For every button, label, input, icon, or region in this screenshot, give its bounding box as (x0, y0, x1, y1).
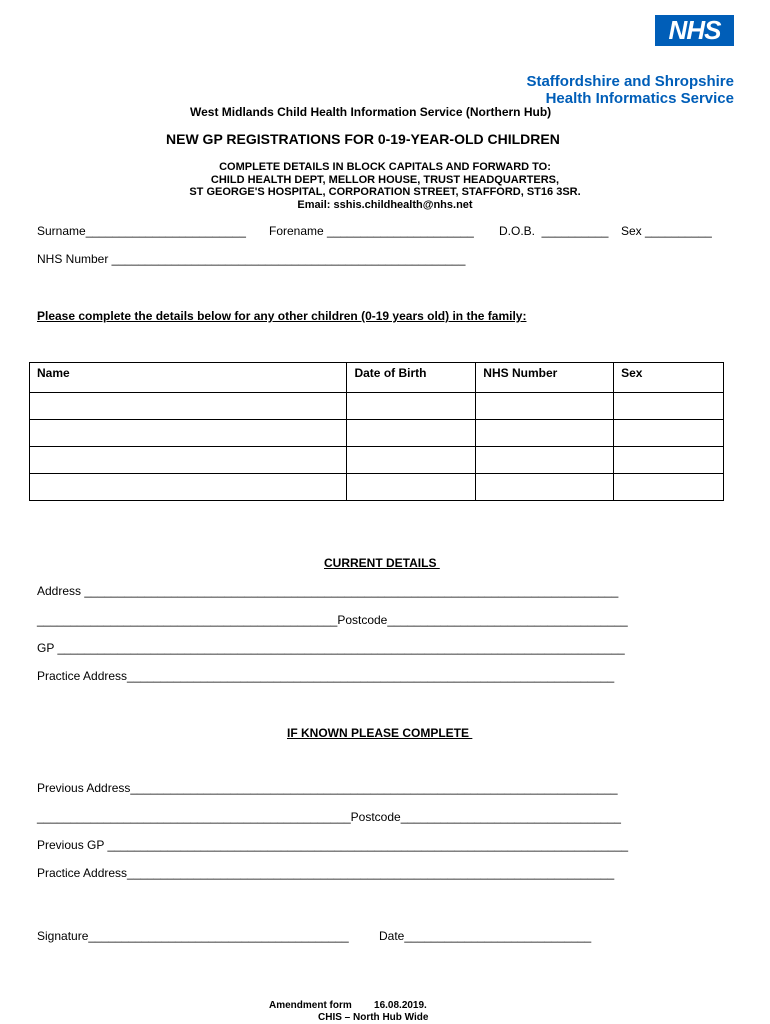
date-field[interactable]: Date____________________________ (379, 929, 592, 943)
instruction-email: Email: sshis.childhealth@nhs.net (297, 199, 473, 211)
col-nhs-number-header: NHS Number (476, 363, 614, 393)
footer-amendment: Amendment form 16.08.2019. (269, 1000, 427, 1011)
table-cell[interactable] (614, 420, 724, 447)
service-name: West Midlands Child Health Information Service (Northern Hub) (190, 105, 552, 119)
table-cell[interactable] (30, 474, 347, 501)
footer-hub: CHIS – North Hub Wide (318, 1012, 429, 1023)
current-details-heading: CURRENT DETAILS (324, 556, 440, 570)
family-table (29, 362, 724, 501)
table-row (30, 474, 724, 501)
address-field[interactable]: Address ________________________________________________________________________________ (37, 584, 619, 598)
table-cell[interactable] (614, 393, 724, 420)
sex-field[interactable]: Sex __________ (621, 224, 712, 238)
previous-practice-address-field[interactable]: Practice Address_________________________________________________________________________ (37, 866, 615, 880)
form-title: NEW GP REGISTRATIONS FOR 0-19-YEAR-OLD CHILDREN (166, 131, 560, 147)
table-row (30, 393, 724, 420)
table-cell[interactable] (476, 420, 614, 447)
signature-field[interactable]: Signature_______________________________________ (37, 929, 349, 943)
instruction-line-1: COMPLETE DETAILS IN BLOCK CAPITALS AND FORWARD TO: (219, 161, 551, 173)
table-cell[interactable] (30, 393, 347, 420)
table-cell[interactable] (476, 474, 614, 501)
forename-field[interactable]: Forename ______________________ (269, 224, 474, 238)
col-sex-header: Sex (614, 363, 724, 393)
table-cell[interactable] (614, 447, 724, 474)
org-name-line1: Staffordshire and Shropshire (526, 73, 734, 90)
nhs-number-field[interactable]: NHS Number _____________________________________________________ (37, 252, 466, 266)
org-name-line2: Health Informatics Service (545, 90, 734, 107)
previous-gp-field[interactable]: Previous GP ______________________________________________________________________________ (37, 838, 629, 852)
table-cell[interactable] (614, 474, 724, 501)
practice-address-field[interactable]: Practice Address_________________________________________________________________________ (37, 669, 615, 683)
previous-postcode-field[interactable]: _______________________________________________Postcode_________________________________ (37, 810, 621, 824)
surname-field[interactable]: Surname________________________ (37, 224, 246, 238)
table-cell[interactable] (30, 420, 347, 447)
nhs-logo: NHS (655, 15, 734, 46)
table-cell[interactable] (30, 447, 347, 474)
table-row (30, 447, 724, 474)
table-cell[interactable] (347, 393, 476, 420)
table-cell[interactable] (347, 447, 476, 474)
table-cell[interactable] (476, 393, 614, 420)
table-cell[interactable] (476, 447, 614, 474)
col-dob-header: Date of Birth (347, 363, 476, 393)
dob-field[interactable]: D.O.B. __________ (499, 224, 609, 238)
previous-address-field[interactable]: Previous Address_________________________________________________________________________ (37, 781, 618, 795)
table-row (30, 420, 724, 447)
table-cell[interactable] (347, 420, 476, 447)
table-header-row (30, 363, 724, 393)
gp-field[interactable]: GP _____________________________________________________________________________________ (37, 641, 625, 655)
instruction-line-3: ST GEORGE'S HOSPITAL, CORPORATION STREET, STAFFORD, ST16 3SR. (189, 186, 581, 198)
family-heading: Please complete the details below for any other children (0-19 years old) in the family: (37, 309, 527, 323)
col-name-header: Name (30, 363, 347, 393)
if-known-heading: IF KNOWN PLEASE COMPLETE (287, 726, 473, 740)
table-cell[interactable] (347, 474, 476, 501)
postcode-field[interactable]: _____________________________________________Postcode____________________________________ (37, 613, 628, 627)
instruction-line-2: CHILD HEALTH DEPT, MELLOR HOUSE, TRUST HEADQUARTERS, (210, 174, 560, 186)
